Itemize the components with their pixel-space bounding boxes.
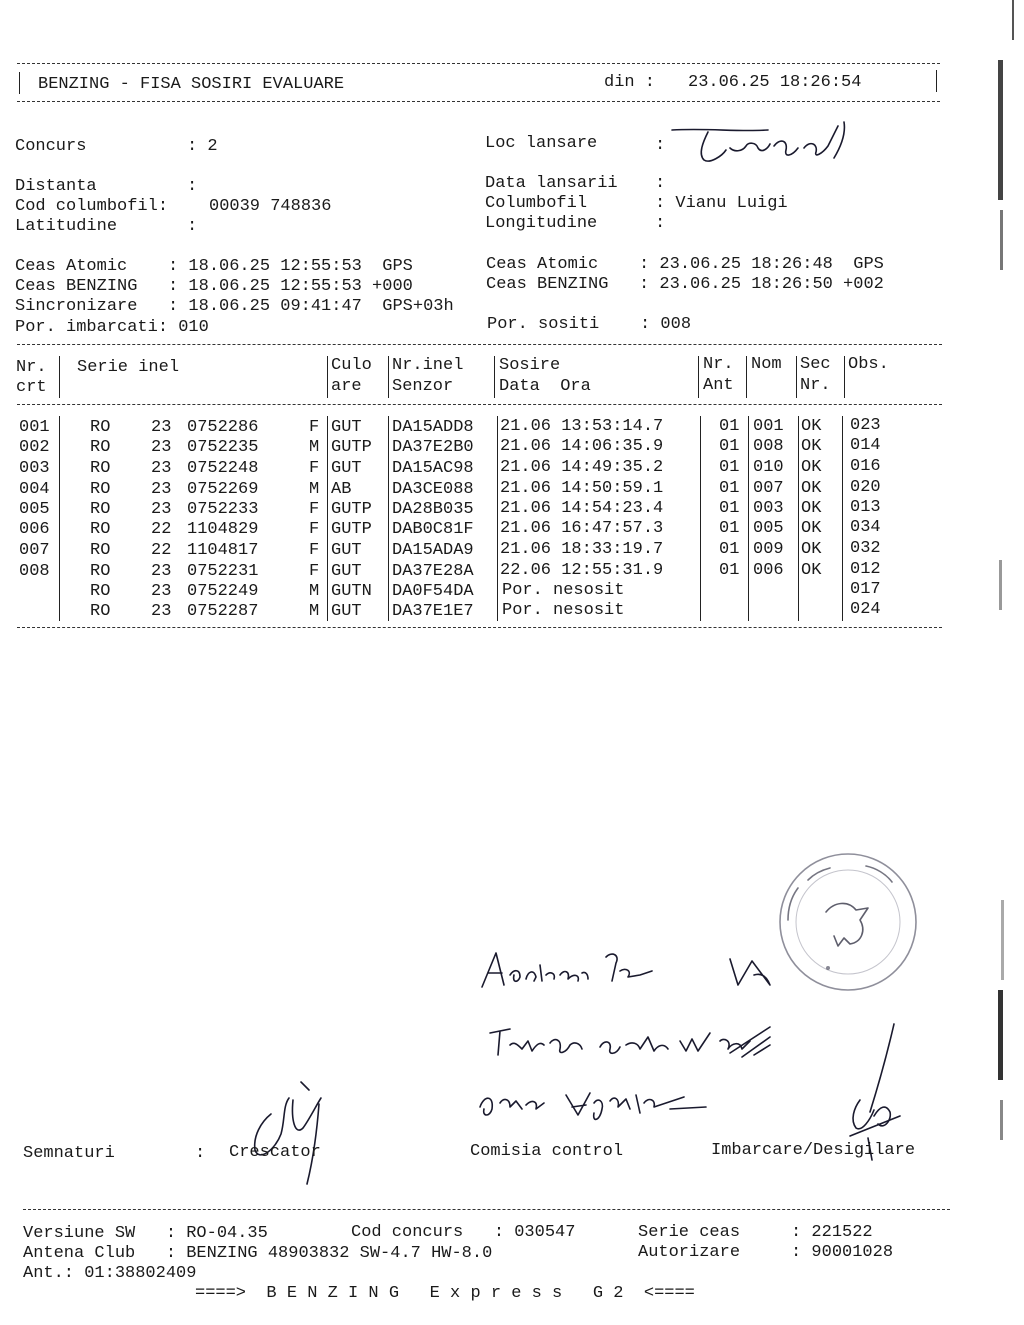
cell-culoare: GUTP bbox=[331, 500, 372, 519]
cell-an: 23 bbox=[151, 418, 172, 437]
col-sep-h8 bbox=[844, 356, 845, 398]
col-sep-b2 bbox=[327, 416, 328, 621]
cell-nr: 001 bbox=[19, 418, 50, 437]
th-sosire-2: Data Ora bbox=[499, 377, 591, 396]
cell-nom: 003 bbox=[753, 499, 784, 518]
cell-tara: RO bbox=[90, 582, 111, 601]
th-ant-1: Nr. bbox=[703, 355, 734, 374]
benzing-express-banner: ====> B E N Z I N G E x p r e s s G 2 <==== bbox=[195, 1284, 695, 1303]
th-nrinel-2: Senzor bbox=[392, 377, 454, 396]
comisia-control-label: Comisia control bbox=[470, 1142, 624, 1161]
antena-id: Ant.: 01:38802409 bbox=[23, 1264, 197, 1283]
cell-sec: OK bbox=[801, 519, 822, 538]
cell-obs: 012 bbox=[850, 560, 881, 579]
cell-nr: 006 bbox=[19, 520, 50, 539]
longitudine-value: : bbox=[655, 214, 666, 233]
cell-tara: RO bbox=[90, 438, 111, 457]
cell-sec: OK bbox=[801, 458, 822, 477]
cell-ant: 01 bbox=[719, 417, 740, 436]
cell-sex: F bbox=[309, 520, 320, 539]
cell-sosire: 21.06 18:33:19.7 bbox=[500, 540, 664, 559]
col-sep-b4 bbox=[497, 416, 498, 621]
cell-sex: M bbox=[309, 582, 320, 601]
cell-sosire: 22.06 12:55:31.9 bbox=[500, 561, 664, 580]
cell-ant: 01 bbox=[719, 519, 740, 538]
ceas-benzing-end: Ceas BENZING : 23.06.25 18:26:50 +002 bbox=[486, 275, 884, 294]
cell-tara: RO bbox=[90, 541, 111, 560]
th-nr: Nr. bbox=[16, 358, 47, 377]
cell-sec: OK bbox=[801, 540, 822, 559]
cell-senzor: DAB0C81F bbox=[392, 520, 474, 539]
distanta-label: Distanta bbox=[15, 177, 97, 196]
cell-sosire: 21.06 16:47:57.3 bbox=[500, 519, 664, 538]
cell-senzor: DA37E1E7 bbox=[392, 602, 474, 621]
columbofil-value: : Vianu Luigi bbox=[655, 194, 788, 213]
cod-columbofil-value: 00039 748836 bbox=[209, 197, 332, 216]
col-sep-h5 bbox=[698, 356, 699, 398]
cell-obs: 034 bbox=[850, 518, 881, 537]
loc-lansare-value: : bbox=[655, 136, 666, 155]
th-nrinel-1: Nr.inel bbox=[392, 356, 464, 375]
col-sep-h7 bbox=[796, 356, 797, 398]
cell-tara: RO bbox=[90, 562, 111, 581]
cell-an: 23 bbox=[151, 582, 172, 601]
loc-lansare-handwriting bbox=[668, 118, 858, 174]
versiune-sw: Versiune SW : RO-04.35 bbox=[23, 1224, 268, 1243]
header-top-rule bbox=[17, 63, 940, 64]
cell-obs: 013 bbox=[850, 498, 881, 517]
autorizare: Autorizare : 90001028 bbox=[638, 1243, 894, 1262]
cell-sex: F bbox=[309, 541, 320, 560]
concurs-label: Concurs bbox=[15, 137, 87, 156]
cell-obs: 017 bbox=[850, 580, 881, 599]
cell-sex: F bbox=[309, 500, 320, 519]
th-culoare-2: are bbox=[331, 377, 362, 396]
page-title: BENZING - FISA SOSIRI EVALUARE bbox=[38, 75, 345, 94]
cell-sex: F bbox=[309, 418, 320, 437]
col-sep-h3 bbox=[388, 356, 389, 398]
th-sosire-1: Sosire bbox=[499, 356, 561, 375]
cell-an: 23 bbox=[151, 438, 172, 457]
header-bottom-rule bbox=[17, 101, 940, 102]
cell-nr: 002 bbox=[19, 438, 50, 457]
cell-sosire: Por. nesosit bbox=[502, 581, 625, 600]
cell-culoare: GUT bbox=[331, 541, 362, 560]
cell-inel: 0752235 bbox=[187, 438, 259, 457]
cell-an: 22 bbox=[151, 520, 172, 539]
ceas-atomic-start: Ceas Atomic : 18.06.25 12:55:53 GPS bbox=[15, 257, 413, 276]
cell-ant: 01 bbox=[719, 540, 740, 559]
commission-signatures bbox=[470, 945, 810, 1135]
cell-culoare: GUTP bbox=[331, 520, 372, 539]
cell-an: 23 bbox=[151, 602, 172, 621]
cell-an: 23 bbox=[151, 480, 172, 499]
concurs-value: : 2 bbox=[187, 137, 218, 156]
cell-nr: 005 bbox=[19, 500, 50, 519]
cell-culoare: GUTP bbox=[331, 438, 372, 457]
cell-inel: 0752248 bbox=[187, 459, 259, 478]
cell-culoare: GUTN bbox=[331, 582, 372, 601]
cell-tara: RO bbox=[90, 602, 111, 621]
cell-obs: 020 bbox=[850, 478, 881, 497]
cell-inel: 0752269 bbox=[187, 480, 259, 499]
cell-culoare: GUT bbox=[331, 459, 362, 478]
table-top-rule bbox=[17, 344, 942, 345]
cell-an: 22 bbox=[151, 541, 172, 560]
cell-senzor: DA15ADD8 bbox=[392, 418, 474, 437]
col-sep-h1 bbox=[59, 356, 60, 398]
cell-sosire: 21.06 14:50:59.1 bbox=[500, 479, 664, 498]
cell-ant: 01 bbox=[719, 437, 740, 456]
col-sep-b3 bbox=[388, 416, 389, 621]
cell-sosire: 21.06 14:49:35.2 bbox=[500, 458, 664, 477]
cell-obs: 032 bbox=[850, 539, 881, 558]
cell-tara: RO bbox=[90, 480, 111, 499]
data-lansarii-label: Data lansarii bbox=[485, 174, 618, 193]
cell-sec: OK bbox=[801, 417, 822, 436]
col-sep-h6 bbox=[746, 356, 747, 398]
col-sep-b5 bbox=[700, 416, 701, 621]
col-sep-h2 bbox=[327, 356, 328, 398]
cell-sex: F bbox=[309, 562, 320, 581]
footer-top-rule bbox=[23, 1209, 950, 1210]
col-sep-b6 bbox=[748, 416, 749, 621]
cell-senzor: DA3CE088 bbox=[392, 480, 474, 499]
cell-inel: 0752286 bbox=[187, 418, 259, 437]
cell-sec: OK bbox=[801, 437, 822, 456]
cell-senzor: DA15AC98 bbox=[392, 459, 474, 478]
th-sec-2: Nr. bbox=[800, 376, 831, 395]
cell-obs: 023 bbox=[850, 416, 881, 435]
cell-tara: RO bbox=[90, 418, 111, 437]
sincronizare: Sincronizare : 18.06.25 09:41:47 GPS+03h bbox=[15, 297, 454, 316]
cell-tara: RO bbox=[90, 459, 111, 478]
porumbei-imbarcati: Por. imbarcati: 010 bbox=[15, 318, 209, 337]
cell-sec: OK bbox=[801, 499, 822, 518]
cell-nom: 010 bbox=[753, 458, 784, 477]
th-serie-inel: Serie inel bbox=[77, 358, 180, 377]
cell-obs: 014 bbox=[850, 436, 881, 455]
cell-inel: 0752233 bbox=[187, 500, 259, 519]
cell-nom: 005 bbox=[753, 519, 784, 538]
cell-sec: OK bbox=[801, 561, 822, 580]
cell-nr: 004 bbox=[19, 480, 50, 499]
data-lansarii-value: : bbox=[655, 174, 666, 193]
cell-an: 23 bbox=[151, 459, 172, 478]
header-right-bar bbox=[936, 70, 937, 92]
distanta-value: : bbox=[187, 177, 198, 196]
cell-obs: 024 bbox=[850, 600, 881, 619]
cell-inel: 0752249 bbox=[187, 582, 259, 601]
table-header-rule bbox=[17, 404, 942, 405]
th-ant-2: Ant bbox=[703, 376, 734, 395]
th-nom: Nom bbox=[751, 355, 782, 374]
cell-inel: 0752287 bbox=[187, 602, 259, 621]
cell-culoare: GUT bbox=[331, 418, 362, 437]
col-sep-b1 bbox=[59, 416, 60, 621]
semnaturi-label: Semnaturi bbox=[23, 1144, 115, 1163]
cell-obs: 016 bbox=[850, 457, 881, 476]
cell-nr: 008 bbox=[19, 562, 50, 581]
cell-nom: 009 bbox=[753, 540, 784, 559]
cell-an: 23 bbox=[151, 562, 172, 581]
loc-lansare-label: Loc lansare bbox=[485, 134, 598, 153]
th-crt: crt bbox=[16, 378, 47, 397]
serie-ceas: Serie ceas : 221522 bbox=[638, 1223, 873, 1242]
imbarcare-label: Imbarcare/Desigilare bbox=[711, 1141, 916, 1160]
cell-senzor: DA0F54DA bbox=[392, 582, 474, 601]
scan-edge-artifact bbox=[954, 0, 1024, 1325]
th-obs: Obs. bbox=[848, 355, 889, 374]
cell-sosire: 21.06 14:54:23.4 bbox=[500, 499, 664, 518]
cell-sec: OK bbox=[801, 479, 822, 498]
col-sep-b7 bbox=[798, 416, 799, 621]
columbofil-label: Columbofil bbox=[485, 194, 588, 213]
table-bottom-rule bbox=[17, 627, 942, 628]
cell-senzor: DA37E2B0 bbox=[392, 438, 474, 457]
ceas-atomic-end: Ceas Atomic : 23.06.25 18:26:48 GPS bbox=[486, 255, 884, 274]
header-date-label: din : bbox=[604, 73, 656, 92]
ceas-benzing-start: Ceas BENZING : 18.06.25 12:55:53 +000 bbox=[15, 277, 413, 296]
crescator-signature bbox=[225, 1070, 335, 1190]
cell-sex: M bbox=[309, 602, 320, 621]
semnaturi-colon: : bbox=[195, 1144, 206, 1163]
cell-ant: 01 bbox=[719, 458, 740, 477]
cell-culoare: GUT bbox=[331, 602, 362, 621]
cell-nom: 006 bbox=[753, 561, 784, 580]
cell-an: 23 bbox=[151, 500, 172, 519]
cell-senzor: DA15ADA9 bbox=[392, 541, 474, 560]
header-date-value: 23.06.25 18:26:54 bbox=[688, 73, 862, 92]
cell-inel: 1104817 bbox=[187, 541, 259, 560]
cell-inel: 0752231 bbox=[187, 562, 259, 581]
latitudine-label: Latitudine bbox=[15, 217, 118, 236]
col-sep-b8 bbox=[842, 416, 843, 621]
cell-ant: 01 bbox=[719, 499, 740, 518]
cell-ant: 01 bbox=[719, 479, 740, 498]
porumbei-sositi: Por. sositi : 008 bbox=[487, 315, 692, 334]
cell-nom: 001 bbox=[753, 417, 784, 436]
cell-nom: 008 bbox=[753, 437, 784, 456]
cell-culoare: GUT bbox=[331, 562, 362, 581]
cell-senzor: DA28B035 bbox=[392, 500, 474, 519]
cell-inel: 1104829 bbox=[187, 520, 259, 539]
cell-nom: 007 bbox=[753, 479, 784, 498]
col-sep-h4 bbox=[494, 356, 495, 398]
cell-tara: RO bbox=[90, 520, 111, 539]
cell-sex: M bbox=[309, 480, 320, 499]
cell-ant: 01 bbox=[719, 561, 740, 580]
cod-columbofil-label: Cod columbofil: bbox=[15, 197, 169, 216]
cod-concurs: Cod concurs : 030547 bbox=[351, 1223, 576, 1242]
cell-senzor: DA37E28A bbox=[392, 562, 474, 581]
cell-nr: 003 bbox=[19, 459, 50, 478]
th-sec-1: Sec bbox=[800, 355, 831, 374]
header-left-bar bbox=[19, 72, 20, 94]
cell-sex: M bbox=[309, 438, 320, 457]
antena-club: Antena Club : BENZING 48903832 SW-4.7 HW-8.0 bbox=[23, 1244, 493, 1263]
cell-sosire: 21.06 13:53:14.7 bbox=[500, 417, 664, 436]
latitudine-value: : bbox=[187, 217, 198, 236]
crescator-label: Crescator bbox=[229, 1143, 321, 1162]
cell-sosire: Por. nesosit bbox=[502, 601, 625, 620]
th-culoare-1: Culo bbox=[331, 356, 372, 375]
cell-tara: RO bbox=[90, 500, 111, 519]
cell-culoare: AB bbox=[331, 480, 352, 499]
longitudine-label: Longitudine bbox=[485, 214, 598, 233]
cell-sex: F bbox=[309, 459, 320, 478]
cell-nr: 007 bbox=[19, 541, 50, 560]
cell-sosire: 21.06 14:06:35.9 bbox=[500, 437, 664, 456]
